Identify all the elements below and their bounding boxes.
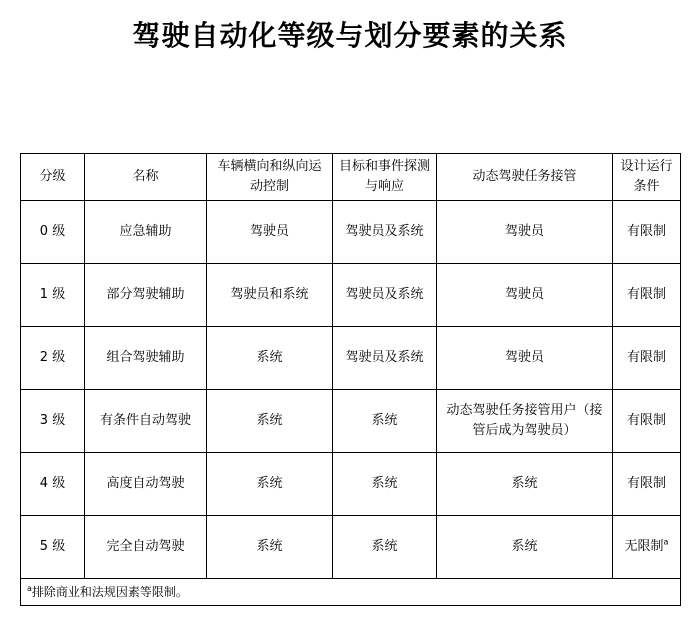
footnote-marker: a [663, 537, 669, 547]
cell-oedr: 驾驶员及系统 [333, 327, 437, 390]
automation-levels-table [20, 153, 681, 606]
cell-level: 5 级 [21, 516, 85, 579]
cell-oedr: 驾驶员及系统 [333, 264, 437, 327]
cell-odd-text: 有限制 [626, 413, 666, 428]
header-cell-motion-control: 车辆横向和纵向运动控制 [207, 154, 333, 201]
cell-fallback: 系统 [437, 453, 613, 516]
cell-motion-control: 驾驶员和系统 [207, 264, 333, 327]
header-cell-odd: 设计运行条件 [613, 154, 681, 201]
cell-level: 4 级 [21, 453, 85, 516]
cell-fallback: 系统 [437, 516, 613, 579]
cell-name: 完全自动驾驶 [85, 516, 207, 579]
footnote-cell [21, 579, 681, 606]
footnote-mark: a [27, 584, 32, 593]
table-row [21, 453, 681, 516]
cell-name: 组合驾驶辅助 [85, 327, 207, 390]
footnote-text: 排除商业和法规因素等限制。 [31, 585, 188, 599]
cell-name: 高度自动驾驶 [85, 453, 207, 516]
cell-motion-control: 驾驶员 [207, 201, 333, 264]
cell-motion-control: 系统 [207, 390, 333, 453]
cell-odd-text: 有限制 [626, 287, 666, 302]
cell-odd-text: 有限制 [626, 224, 666, 239]
header-cell-level: 分级 [21, 154, 85, 201]
cell-fallback: 动态驾驶任务接管用户（接管后成为驾驶员） [437, 390, 613, 453]
cell-level: 0 级 [21, 201, 85, 264]
table-header-row [21, 154, 681, 201]
cell-name: 应急辅助 [85, 201, 207, 264]
table-row [21, 327, 681, 390]
cell-fallback: 驾驶员 [437, 201, 613, 264]
cell-level: 1 级 [21, 264, 85, 327]
cell-odd-text: 有限制 [626, 350, 666, 365]
cell-name: 部分驾驶辅助 [85, 264, 207, 327]
cell-odd [613, 516, 681, 579]
cell-oedr: 系统 [333, 390, 437, 453]
header-cell-fallback: 动态驾驶任务接管 [437, 154, 613, 201]
cell-name: 有条件自动驾驶 [85, 390, 207, 453]
cell-motion-control: 系统 [207, 516, 333, 579]
cell-fallback: 驾驶员 [437, 327, 613, 390]
cell-oedr: 系统 [333, 516, 437, 579]
table-row [21, 390, 681, 453]
header-cell-name: 名称 [85, 154, 207, 201]
footnote-row [21, 579, 681, 606]
header-cell-oedr: 目标和事件探测与响应 [333, 154, 437, 201]
cell-odd-text: 无限制 [624, 539, 664, 554]
cell-odd [613, 453, 681, 516]
cell-odd-text: 有限制 [626, 476, 666, 491]
table-row [21, 264, 681, 327]
cell-level: 2 级 [21, 327, 85, 390]
table-row [21, 201, 681, 264]
cell-level: 3 级 [21, 390, 85, 453]
page-title: 驾驶自动化等级与划分要素的关系 [132, 19, 568, 52]
cell-motion-control: 系统 [207, 453, 333, 516]
cell-motion-control: 系统 [207, 327, 333, 390]
cell-oedr: 驾驶员及系统 [333, 201, 437, 264]
cell-odd [613, 264, 681, 327]
cell-odd [613, 390, 681, 453]
table-row [21, 516, 681, 579]
cell-oedr: 系统 [333, 453, 437, 516]
cell-odd [613, 201, 681, 264]
cell-odd [613, 327, 681, 390]
cell-fallback: 驾驶员 [437, 264, 613, 327]
